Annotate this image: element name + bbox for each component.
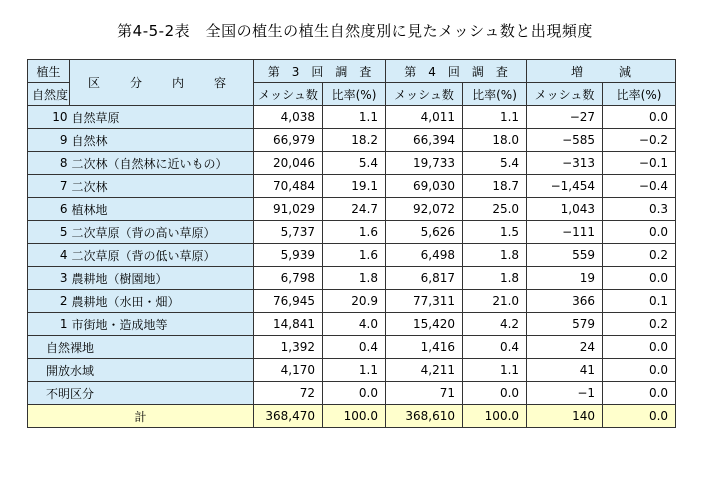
category-name: 農耕地（水田・畑）	[70, 290, 254, 313]
naturalness-code: 1	[28, 313, 70, 336]
ratio-3: 18.2	[323, 129, 386, 152]
mesh-count-4: 77,311	[386, 290, 463, 313]
table-row	[28, 221, 676, 244]
mesh-count-4: 4,211	[386, 359, 463, 382]
ratio-4: 21.0	[463, 290, 527, 313]
mesh-count-4: 69,030	[386, 175, 463, 198]
ratio-change: 0.0	[603, 106, 676, 129]
table-title: 第4-5-2表 全国の植生の植生自然度別に見たメッシュ数と出現頻度	[117, 22, 593, 40]
category-name: 農耕地（樹園地）	[70, 267, 254, 290]
mesh-count-3: 4,170	[254, 359, 323, 382]
mesh-change: −1	[527, 382, 603, 405]
header-survey-3: 第 3 回 調 査	[254, 60, 386, 83]
naturalness-code: 3	[28, 267, 70, 290]
ratio-3: 1.6	[323, 221, 386, 244]
mesh-change: −1,454	[527, 175, 603, 198]
ratio-3: 1.1	[323, 106, 386, 129]
table-row	[28, 267, 676, 290]
mesh-count-4: 5,626	[386, 221, 463, 244]
vegetation-naturalness-table	[27, 59, 676, 428]
ratio-change: 0.0	[603, 221, 676, 244]
category-name: 二次林（自然林に近いもの）	[70, 152, 254, 175]
mesh-count-3: 72	[254, 382, 323, 405]
header-mesh-4: メッシュ数	[386, 83, 463, 106]
table-row	[28, 313, 676, 336]
mesh-count-3: 14,841	[254, 313, 323, 336]
table-row	[28, 129, 676, 152]
ratio-3: 0.4	[323, 336, 386, 359]
table-row	[28, 175, 676, 198]
total-label: 計	[28, 405, 254, 428]
ratio-3: 4.0	[323, 313, 386, 336]
ratio-4: 1.8	[463, 244, 527, 267]
header-naturalness-top: 植生	[28, 60, 70, 83]
mesh-count-3: 70,484	[254, 175, 323, 198]
ratio-4: 1.1	[463, 359, 527, 382]
table-row	[28, 198, 676, 221]
header-mesh-change: メッシュ数	[527, 83, 603, 106]
ratio-change: −0.2	[603, 129, 676, 152]
ratio-change: 0.0	[603, 359, 676, 382]
mesh-change: 1,043	[527, 198, 603, 221]
table-row	[28, 336, 676, 359]
ratio-change: 0.2	[603, 313, 676, 336]
mesh-change: −27	[527, 106, 603, 129]
ratio-4: 18.7	[463, 175, 527, 198]
ratio-4: 1.1	[463, 106, 527, 129]
mesh-count-4: 6,817	[386, 267, 463, 290]
header-change: 増 減	[527, 60, 676, 83]
mesh-count-4: 66,394	[386, 129, 463, 152]
ratio-3: 1.1	[323, 359, 386, 382]
ratio-4: 4.2	[463, 313, 527, 336]
header-mesh-3: メッシュ数	[254, 83, 323, 106]
ratio-change: 0.0	[603, 336, 676, 359]
category-name: 自然裸地	[28, 336, 254, 359]
total-mesh-3: 368,470	[254, 405, 323, 428]
ratio-change: −0.4	[603, 175, 676, 198]
table-row	[28, 290, 676, 313]
mesh-change: 19	[527, 267, 603, 290]
mesh-change: 24	[527, 336, 603, 359]
mesh-count-3: 66,979	[254, 129, 323, 152]
mesh-count-3: 20,046	[254, 152, 323, 175]
ratio-change: 0.0	[603, 382, 676, 405]
table-row	[28, 382, 676, 405]
ratio-3: 1.6	[323, 244, 386, 267]
category-name: 二次林	[70, 175, 254, 198]
header-row-top	[28, 60, 676, 83]
header-ratio-change: 比率(%)	[603, 83, 676, 106]
category-name: 二次草原（背の高い草原）	[70, 221, 254, 244]
category-name: 植林地	[70, 198, 254, 221]
header-ratio-4: 比率(%)	[463, 83, 527, 106]
mesh-change: −111	[527, 221, 603, 244]
naturalness-code: 5	[28, 221, 70, 244]
mesh-change: −585	[527, 129, 603, 152]
mesh-count-3: 91,029	[254, 198, 323, 221]
mesh-count-4: 6,498	[386, 244, 463, 267]
ratio-4: 1.8	[463, 267, 527, 290]
ratio-4: 1.5	[463, 221, 527, 244]
table-row	[28, 359, 676, 382]
mesh-change: 559	[527, 244, 603, 267]
header-survey-4: 第 4 回 調 査	[386, 60, 527, 83]
mesh-change: 366	[527, 290, 603, 313]
mesh-count-3: 76,945	[254, 290, 323, 313]
ratio-change: 0.1	[603, 290, 676, 313]
category-name: 開放水域	[28, 359, 254, 382]
mesh-count-4: 92,072	[386, 198, 463, 221]
category-name: 市街地・造成地等	[70, 313, 254, 336]
mesh-count-4: 71	[386, 382, 463, 405]
naturalness-code: 9	[28, 129, 70, 152]
category-name: 不明区分	[28, 382, 254, 405]
total-row	[28, 405, 676, 428]
table-row	[28, 152, 676, 175]
ratio-change: 0.0	[603, 267, 676, 290]
ratio-3: 1.8	[323, 267, 386, 290]
category-name: 二次草原（背の低い草原）	[70, 244, 254, 267]
ratio-4: 18.0	[463, 129, 527, 152]
ratio-4: 0.4	[463, 336, 527, 359]
ratio-4: 0.0	[463, 382, 527, 405]
ratio-4: 25.0	[463, 198, 527, 221]
ratio-4: 5.4	[463, 152, 527, 175]
header-ratio-3: 比率(%)	[323, 83, 386, 106]
ratio-3: 24.7	[323, 198, 386, 221]
mesh-count-4: 4,011	[386, 106, 463, 129]
ratio-3: 20.9	[323, 290, 386, 313]
naturalness-code: 10	[28, 106, 70, 129]
mesh-count-4: 15,420	[386, 313, 463, 336]
total-mesh-4: 368,610	[386, 405, 463, 428]
naturalness-code: 2	[28, 290, 70, 313]
mesh-count-3: 4,038	[254, 106, 323, 129]
category-name: 自然草原	[70, 106, 254, 129]
table-row	[28, 244, 676, 267]
naturalness-code: 4	[28, 244, 70, 267]
ratio-3: 19.1	[323, 175, 386, 198]
ratio-change: 0.2	[603, 244, 676, 267]
naturalness-code: 7	[28, 175, 70, 198]
header-naturalness-bottom: 自然度	[28, 83, 70, 106]
naturalness-code: 8	[28, 152, 70, 175]
mesh-change: −313	[527, 152, 603, 175]
mesh-change: 579	[527, 313, 603, 336]
total-ratio-change: 0.0	[603, 405, 676, 428]
ratio-change: 0.3	[603, 198, 676, 221]
ratio-change: −0.1	[603, 152, 676, 175]
ratio-3: 0.0	[323, 382, 386, 405]
total-ratio-4: 100.0	[463, 405, 527, 428]
mesh-count-3: 6,798	[254, 267, 323, 290]
naturalness-code: 6	[28, 198, 70, 221]
mesh-count-3: 5,737	[254, 221, 323, 244]
total-mesh-change: 140	[527, 405, 603, 428]
mesh-count-4: 19,733	[386, 152, 463, 175]
mesh-count-4: 1,416	[386, 336, 463, 359]
table-row	[28, 106, 676, 129]
total-ratio-3: 100.0	[323, 405, 386, 428]
ratio-3: 5.4	[323, 152, 386, 175]
mesh-change: 41	[527, 359, 603, 382]
mesh-count-3: 1,392	[254, 336, 323, 359]
category-name: 自然林	[70, 129, 254, 152]
mesh-count-3: 5,939	[254, 244, 323, 267]
header-category: 区 分 内 容	[70, 60, 254, 106]
